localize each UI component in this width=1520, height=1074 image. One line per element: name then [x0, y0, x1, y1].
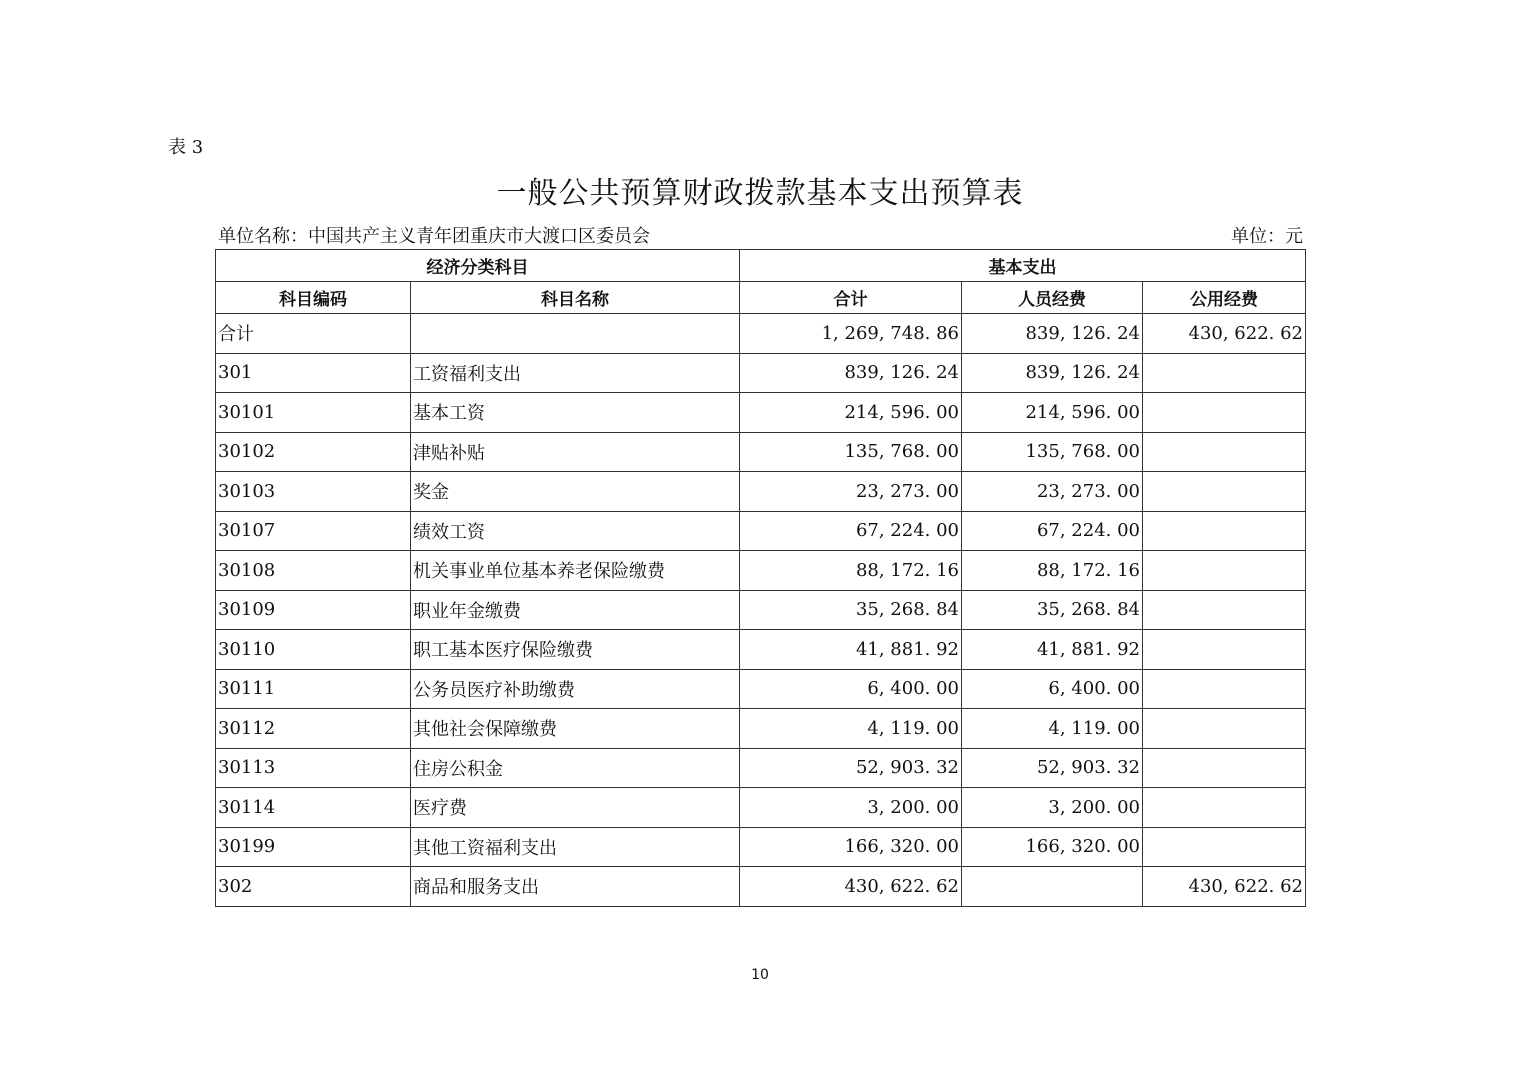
table-row — [216, 314, 1306, 354]
public-cell: 430, 622. 62 — [1143, 314, 1306, 354]
table-row — [216, 709, 1306, 749]
public-cell — [1143, 669, 1306, 709]
personnel-cell: 6, 400. 00 — [962, 669, 1143, 709]
code-cell: 30102 — [216, 432, 411, 472]
personnel-cell: 41, 881. 92 — [962, 630, 1143, 670]
table-row — [216, 551, 1306, 591]
code-cell: 302 — [216, 867, 411, 907]
name-cell: 绩效工资 — [411, 511, 740, 551]
name-cell: 住房公积金 — [411, 748, 740, 788]
table-row — [216, 630, 1306, 670]
budget-table — [215, 249, 1306, 907]
header-econ-category: 经济分类科目 — [216, 250, 740, 282]
header-total: 合计 — [740, 282, 962, 314]
name-cell: 奖金 — [411, 472, 740, 512]
unit-name: 单位名称：中国共产主义青年团重庆市大渡口区委员会 — [218, 226, 650, 247]
header-basic-expenditure: 基本支出 — [740, 250, 1306, 282]
header-name: 科目名称 — [411, 282, 740, 314]
total-cell: 1, 269, 748. 86 — [740, 314, 962, 354]
name-cell: 工资福利支出 — [411, 353, 740, 393]
code-cell: 30103 — [216, 472, 411, 512]
public-cell — [1143, 393, 1306, 433]
table-row — [216, 511, 1306, 551]
page-title: 一般公共预算财政拨款基本支出预算表 — [496, 176, 1024, 211]
total-cell: 166, 320. 00 — [740, 827, 962, 867]
table-row — [216, 353, 1306, 393]
code-cell: 30107 — [216, 511, 411, 551]
total-cell: 41, 881. 92 — [740, 630, 962, 670]
personnel-cell: 67, 224. 00 — [962, 511, 1143, 551]
personnel-cell: 135, 768. 00 — [962, 432, 1143, 472]
table-row — [216, 748, 1306, 788]
total-cell: 35, 268. 84 — [740, 590, 962, 630]
code-cell: 30110 — [216, 630, 411, 670]
code-cell: 合计 — [216, 314, 411, 354]
code-cell: 30101 — [216, 393, 411, 433]
code-cell: 30111 — [216, 669, 411, 709]
code-cell: 30199 — [216, 827, 411, 867]
total-cell: 3, 200. 00 — [740, 788, 962, 828]
personnel-cell: 52, 903. 32 — [962, 748, 1143, 788]
header-code: 科目编码 — [216, 282, 411, 314]
table-row — [216, 867, 1306, 907]
table-row — [216, 393, 1306, 433]
public-cell — [1143, 748, 1306, 788]
personnel-cell: 214, 596. 00 — [962, 393, 1143, 433]
public-cell — [1143, 590, 1306, 630]
total-cell: 6, 400. 00 — [740, 669, 962, 709]
public-cell — [1143, 511, 1306, 551]
public-cell — [1143, 827, 1306, 867]
personnel-cell: 4, 119. 00 — [962, 709, 1143, 749]
total-cell: 4, 119. 00 — [740, 709, 962, 749]
total-cell: 839, 126. 24 — [740, 353, 962, 393]
total-cell: 67, 224. 00 — [740, 511, 962, 551]
name-cell: 职工基本医疗保险缴费 — [411, 630, 740, 670]
name-cell: 津贴补贴 — [411, 432, 740, 472]
public-cell — [1143, 551, 1306, 591]
total-cell: 430, 622. 62 — [740, 867, 962, 907]
name-cell — [411, 314, 740, 354]
code-cell: 30113 — [216, 748, 411, 788]
header-group-row — [216, 250, 1306, 282]
total-cell: 52, 903. 32 — [740, 748, 962, 788]
personnel-cell: 166, 320. 00 — [962, 827, 1143, 867]
total-cell: 23, 273. 00 — [740, 472, 962, 512]
currency-unit: 单位：元 — [1231, 226, 1303, 247]
name-cell: 机关事业单位基本养老保险缴费 — [411, 551, 740, 591]
name-cell: 医疗费 — [411, 788, 740, 828]
public-cell — [1143, 709, 1306, 749]
code-cell: 30114 — [216, 788, 411, 828]
table-row — [216, 472, 1306, 512]
name-cell: 其他工资福利支出 — [411, 827, 740, 867]
total-cell: 135, 768. 00 — [740, 432, 962, 472]
public-cell: 430, 622. 62 — [1143, 867, 1306, 907]
header-personnel: 人员经费 — [962, 282, 1143, 314]
public-cell — [1143, 472, 1306, 512]
table-body — [216, 314, 1306, 907]
personnel-cell: 3, 200. 00 — [962, 788, 1143, 828]
personnel-cell: 839, 126. 24 — [962, 314, 1143, 354]
name-cell: 基本工资 — [411, 393, 740, 433]
table-row — [216, 432, 1306, 472]
public-cell — [1143, 630, 1306, 670]
name-cell: 商品和服务支出 — [411, 867, 740, 907]
code-cell: 30112 — [216, 709, 411, 749]
personnel-cell — [962, 867, 1143, 907]
table-row — [216, 827, 1306, 867]
page-number: 10 — [751, 967, 769, 983]
table-row — [216, 669, 1306, 709]
personnel-cell: 35, 268. 84 — [962, 590, 1143, 630]
header-column-row — [216, 282, 1306, 314]
code-cell: 30109 — [216, 590, 411, 630]
name-cell: 职业年金缴费 — [411, 590, 740, 630]
header-public: 公用经费 — [1143, 282, 1306, 314]
table-row — [216, 590, 1306, 630]
personnel-cell: 88, 172. 16 — [962, 551, 1143, 591]
total-cell: 214, 596. 00 — [740, 393, 962, 433]
public-cell — [1143, 788, 1306, 828]
public-cell — [1143, 432, 1306, 472]
personnel-cell: 23, 273. 00 — [962, 472, 1143, 512]
table-row — [216, 788, 1306, 828]
name-cell: 其他社会保障缴费 — [411, 709, 740, 749]
table-label: 表 3 — [168, 137, 204, 158]
public-cell — [1143, 353, 1306, 393]
code-cell: 301 — [216, 353, 411, 393]
code-cell: 30108 — [216, 551, 411, 591]
personnel-cell: 839, 126. 24 — [962, 353, 1143, 393]
name-cell: 公务员医疗补助缴费 — [411, 669, 740, 709]
total-cell: 88, 172. 16 — [740, 551, 962, 591]
